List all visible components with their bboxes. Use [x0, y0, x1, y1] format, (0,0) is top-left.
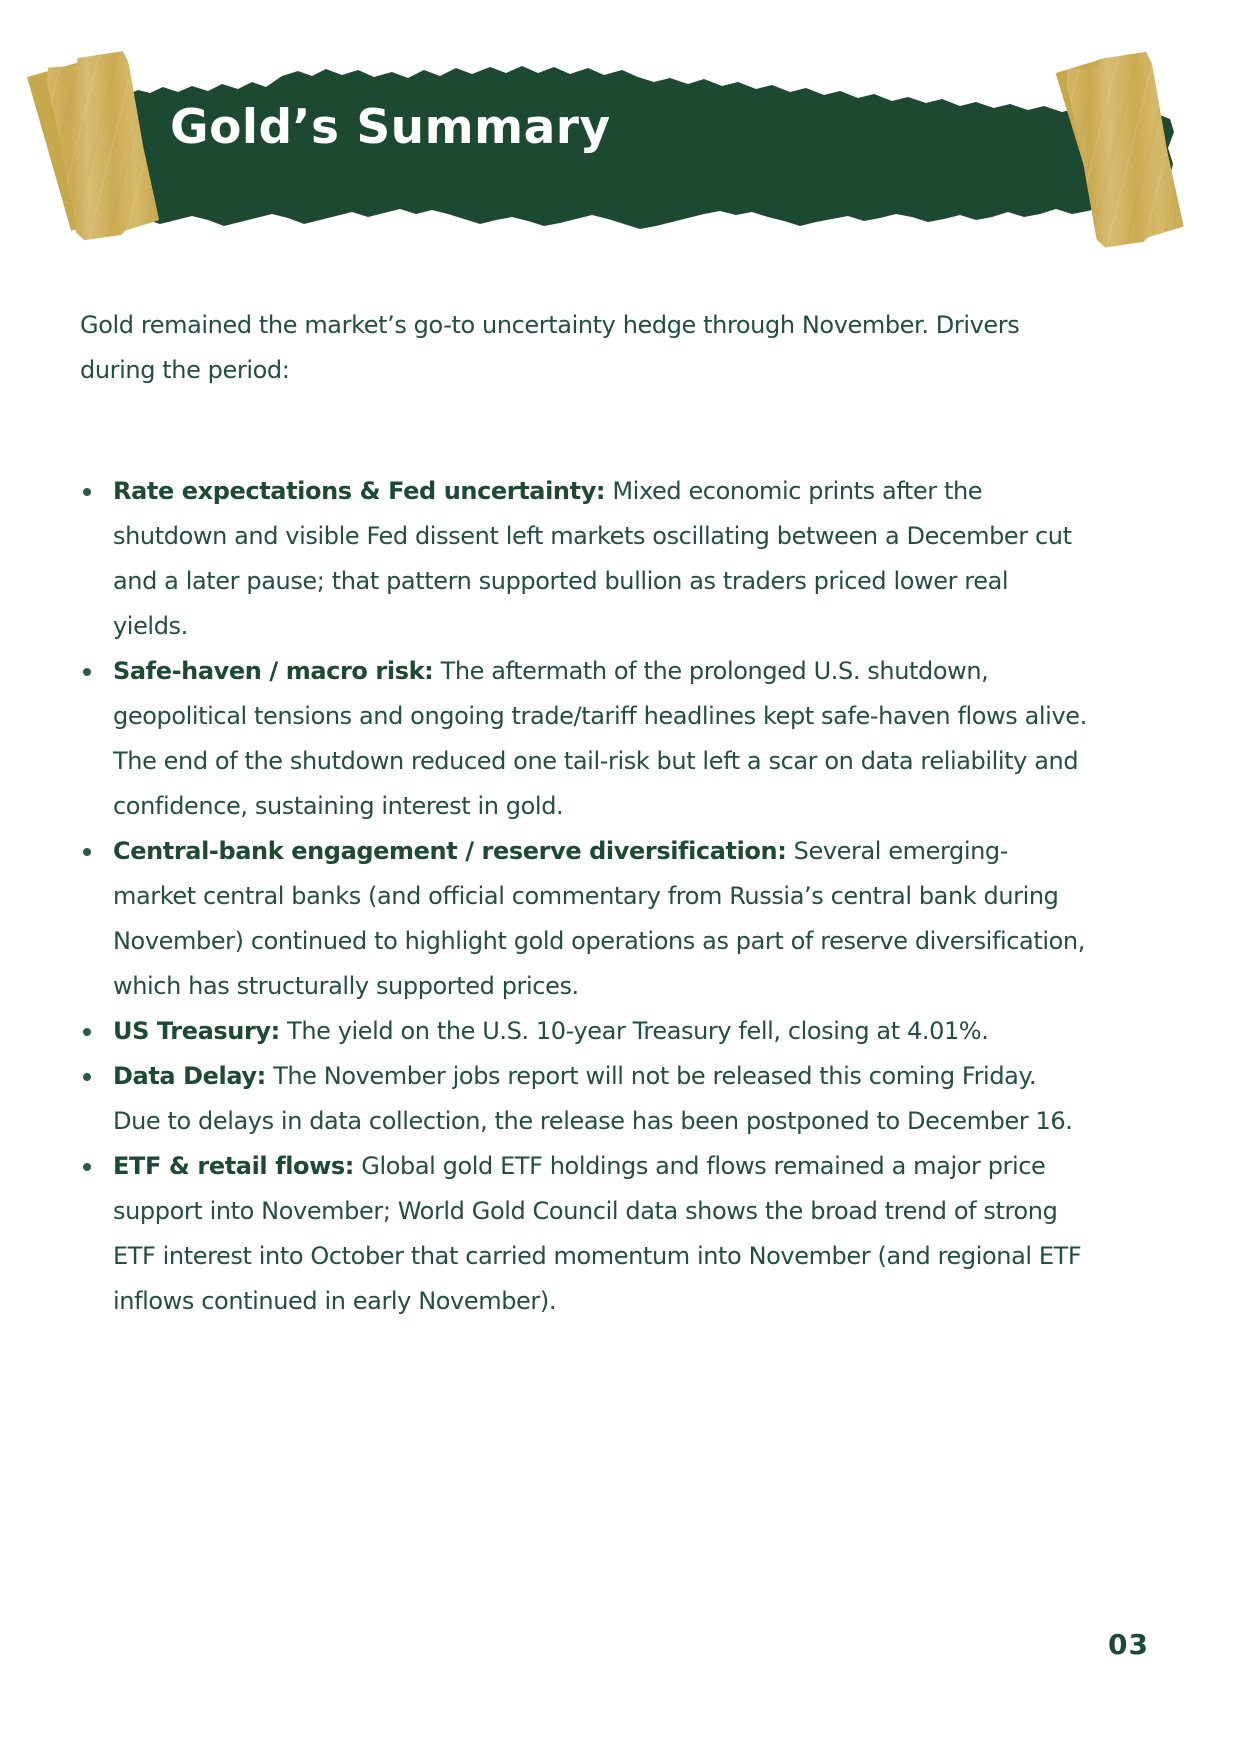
bullet-text: Global gold ETF holdings and flows remained a major price support into November; World Gold Council data shows the broad trend of strong ETF interest into October that carried momentum into November (and regional ETF inflows continued in early November).: [113, 1152, 1082, 1315]
list-item: [80, 649, 1088, 829]
bullet-text: The yield on the U.S. 10-year Treasury fell, closing at 4.01%.: [279, 1017, 989, 1045]
page-title: Gold’s Summary: [170, 100, 611, 155]
list-item: [80, 469, 1088, 649]
bullet-text: The November jobs report will not be released this coming Friday. Due to delays in data collection, the release has been postponed to December 16.: [113, 1062, 1073, 1135]
bullet-lead: Data Delay:: [113, 1062, 266, 1090]
list-item: [80, 1144, 1088, 1324]
bullet-marker: [83, 1073, 91, 1081]
bullet-marker: [83, 1028, 91, 1036]
bullet-marker: [83, 668, 91, 676]
bullet-lead: Safe-haven / macro risk:: [113, 657, 434, 685]
drivers-list: [80, 469, 1088, 1324]
bullet-lead: ETF & retail flows:: [113, 1152, 355, 1180]
intro-paragraph: Gold remained the market’s go-to uncertainty hedge through November. Drivers during the period:: [80, 311, 1020, 384]
bullet-lead: Rate expectations & Fed uncertainty:: [113, 477, 606, 505]
bullet-text: Mixed economic prints after the shutdown and visible Fed dissent left markets oscillating between a December cut and a later pause; that pattern supported bullion as traders priced lower real yields.: [113, 477, 1072, 640]
bullet-marker: [83, 848, 91, 856]
bullet-marker: [83, 1163, 91, 1171]
page-number: 03: [1108, 1628, 1149, 1661]
bullet-marker: [83, 488, 91, 496]
list-item: [80, 1054, 1088, 1144]
bullet-lead: US Treasury:: [113, 1017, 280, 1045]
bullet-text: The aftermath of the prolonged U.S. shutdown, geopolitical tensions and ongoing trade/tariff headlines kept safe-haven flows alive. The end of the shutdown reduced one tail-risk but left a scar on data reliability and confidence, sustaining interest in gold.: [113, 657, 1087, 820]
bullet-text: Several emerging-market central banks (and official commentary from Russia’s central bank during November) continued to highlight gold operations as part of reserve diversification, which has structurally supported prices.: [113, 837, 1085, 1000]
list-item: [80, 829, 1088, 1009]
bullet-lead: Central-bank engagement / reserve diversification:: [113, 837, 787, 865]
list-item: [80, 1009, 1088, 1054]
